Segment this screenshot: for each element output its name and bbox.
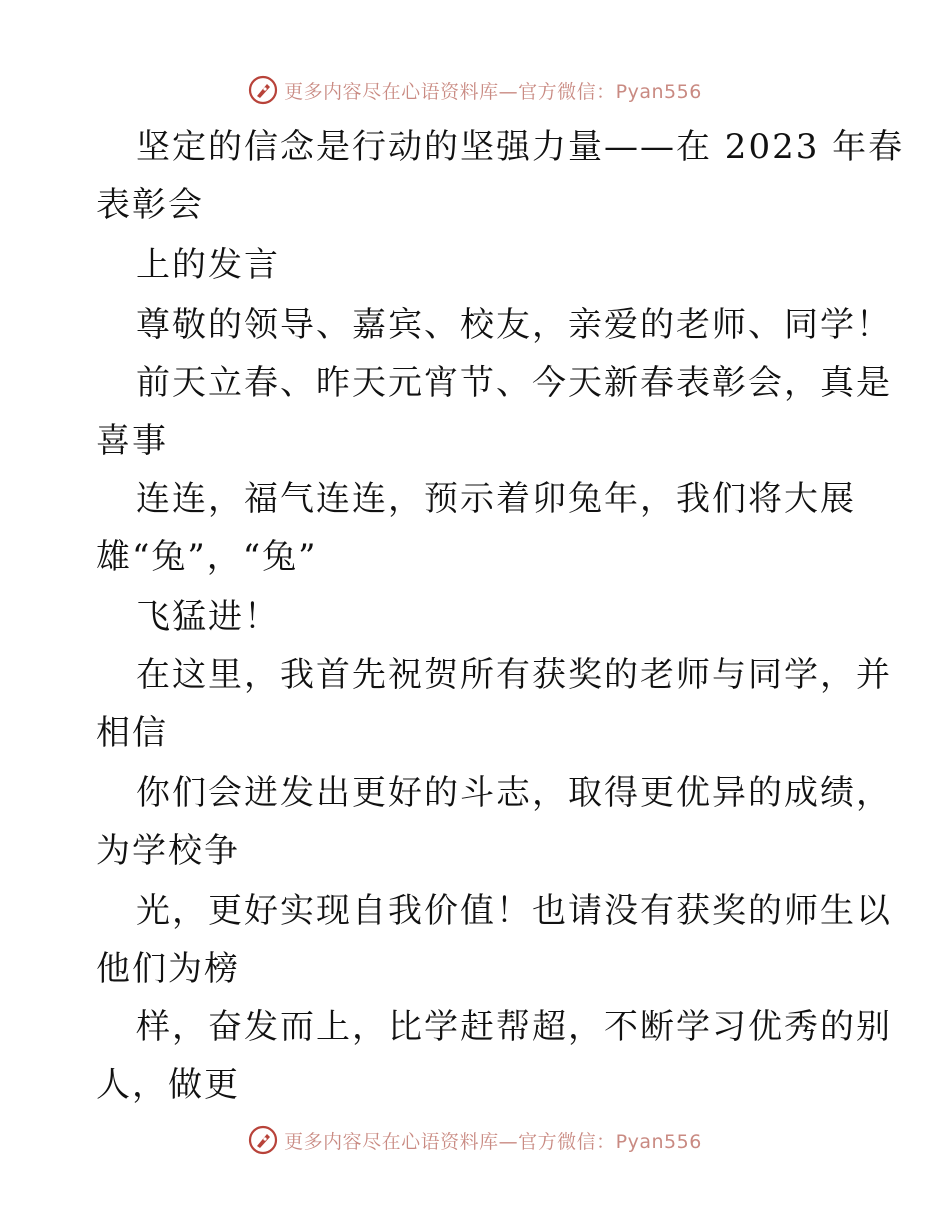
footer-banner [0,1120,950,1160]
pen-nib-logo-icon [248,75,278,105]
salutation-line: 尊敬的领导、嘉宾、校友，亲爱的老师、同学！ [136,305,892,345]
title-line-3: 上的发言 [136,245,280,285]
paragraph-line: 为学校争 [96,831,240,871]
paragraph-line: 前天立春、昨天元宵节、今天新春表彰会，真是 [136,363,892,403]
paragraph-line: 连连，福气连连，预示着卯兔年，我们将大展 [136,479,856,519]
paragraph-line: 人，做更 [96,1065,240,1105]
title-line-1: 坚定的信念是行动的坚强力量——在 2023 年春 [136,127,905,167]
paragraph-line: 样，奋发而上，比学赶帮超，不断学习优秀的别 [136,1007,892,1047]
footer-banner-text: 更多内容尽在心语资料库—官方微信：Pyan556 [284,1130,702,1153]
title-line-2: 表彰会 [96,185,204,225]
header-banner [0,70,950,110]
paragraph-line: 在这里，我首先祝贺所有获奖的老师与同学，并 [136,655,892,695]
paragraph-line: 飞猛进！ [136,597,280,637]
paragraph-line: 光，更好实现自我价值！也请没有获奖的师生以 [136,891,892,931]
paragraph-line: 他们为榜 [96,949,240,989]
paragraph-line: 相信 [96,713,168,753]
header-banner-text: 更多内容尽在心语资料库—官方微信：Pyan556 [284,80,702,103]
paragraph-line: 喜事 [96,421,168,461]
paragraph-line: 你们会迸发出更好的斗志，取得更优异的成绩， [136,773,892,813]
paragraph-line: 雄“兔”，“兔” [96,537,318,577]
pen-nib-logo-icon [248,1125,278,1155]
